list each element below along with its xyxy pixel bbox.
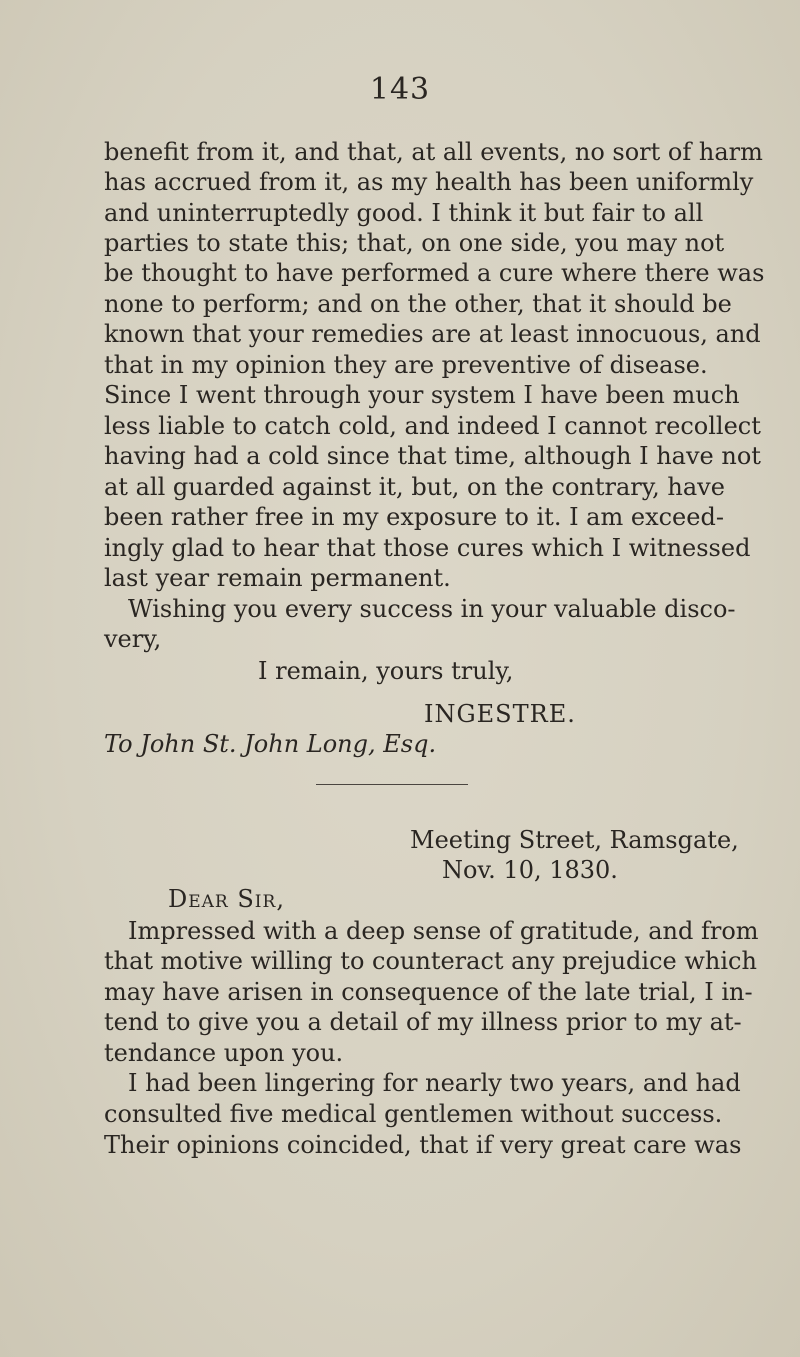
text-line: Impressed with a deep sense of gratitude, and from <box>128 917 759 945</box>
text-line: tend to give you a detail of my illness prior to my at- <box>104 1008 742 1036</box>
text-line: ingly glad to hear that those cures which I witnessed <box>104 534 751 562</box>
page-number: 143 <box>369 72 431 107</box>
salutation: Dear Sir, <box>168 885 285 913</box>
text-line: has accrued from it, as my health has been uniformly <box>104 168 754 196</box>
letter-location: Meeting Street, Ramsgate, <box>410 826 739 854</box>
text-line: and uninterruptedly good. I think it but fair to all <box>104 199 704 227</box>
text-line: be thought to have performed a cure where there was <box>104 259 765 287</box>
text-line: having had a cold since that time, although I have not <box>104 442 761 470</box>
text-line: that motive willing to counteract any prejudice which <box>104 947 757 975</box>
text-line: less liable to catch cold, and indeed I cannot recollect <box>104 412 761 440</box>
text-line: that in my opinion they are preventive of disease. <box>104 351 708 379</box>
text-line: last year remain permanent. <box>104 564 451 592</box>
text-line: known that your remedies are at least innocuous, and <box>104 320 761 348</box>
text-line: been rather free in my exposure to it. I am exceed- <box>104 503 724 531</box>
text-line: tendance upon you. <box>104 1039 344 1067</box>
text-line: very, <box>104 625 162 653</box>
text-line: parties to state this; that, on one side, you may not <box>104 229 725 257</box>
section-divider <box>316 784 468 785</box>
letter-date: Nov. 10, 1830. <box>442 856 618 884</box>
text-line: none to perform; and on the other, that it should be <box>104 290 732 318</box>
text-line: Wishing you every success in your valuable disco- <box>128 595 736 623</box>
addressee: To John St. John Long, Esq. <box>104 730 437 758</box>
letter-closing: I remain, yours truly, <box>258 657 514 685</box>
text-line: I had been lingering for nearly two years, and had <box>128 1069 741 1097</box>
text-line: may have arisen in consequence of the late trial, I in- <box>104 978 753 1006</box>
text-line: Their opinions coincided, that if very great care was <box>104 1131 742 1159</box>
signature: INGESTRE. <box>424 700 576 728</box>
text-line: benefit from it, and that, at all events, no sort of harm <box>104 138 763 166</box>
text-line: at all guarded against it, but, on the contrary, have <box>104 473 725 501</box>
text-line: Since I went through your system I have been much <box>104 381 740 409</box>
text-line: consulted five medical gentlemen without success. <box>104 1100 723 1128</box>
